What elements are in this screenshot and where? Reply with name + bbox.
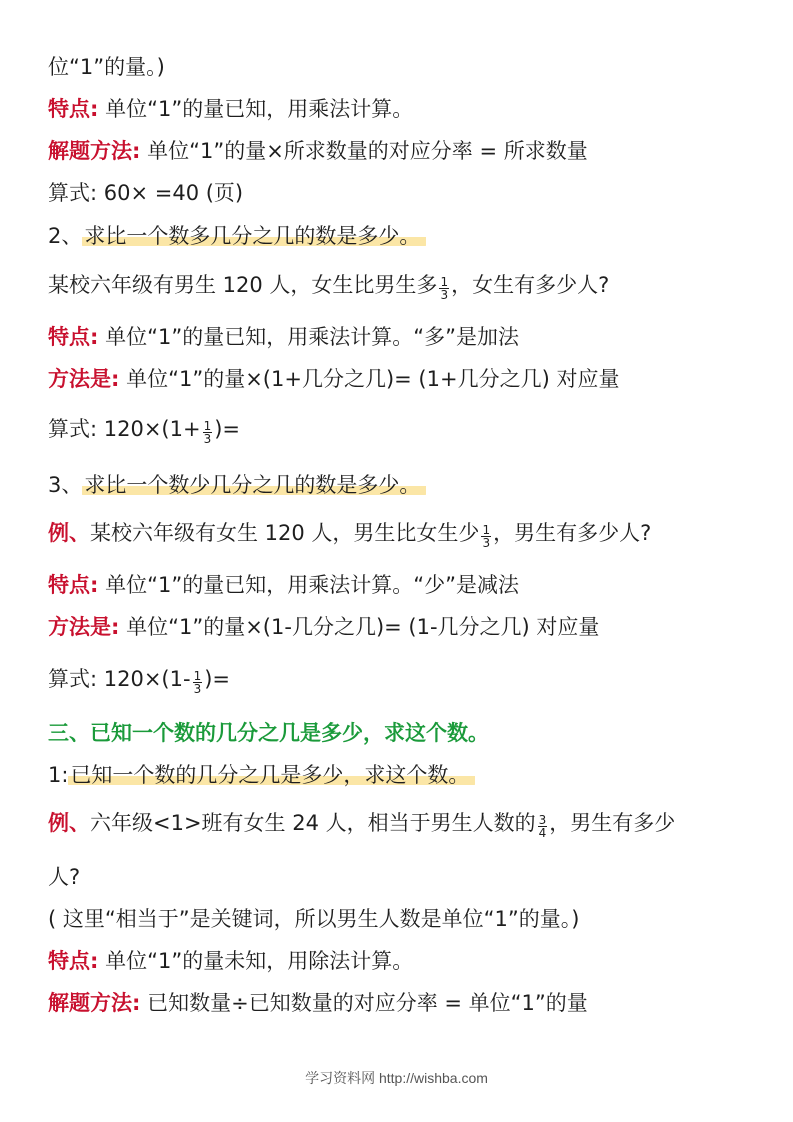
- section-title: 已知一个数的几分之几是多少，求这个数。: [68, 763, 475, 787]
- formula-line: [48, 178, 243, 208]
- feature-text: 单位“1”的量已知，用乘法计算。“多”是加法: [105, 325, 519, 349]
- method-text: 单位“1”的量×(1+几分之几)= (1+几分之几) 对应量: [126, 367, 620, 391]
- footer-watermark: 学习资料网 http://wishba.com: [305, 1070, 488, 1086]
- fraction: [439, 276, 449, 301]
- fraction: [203, 420, 213, 445]
- method-line: [48, 988, 588, 1018]
- feature-label: 特点:: [48, 325, 99, 349]
- feature-text: 单位“1”的量未知，用除法计算。: [105, 949, 414, 973]
- feature-label: 特点:: [48, 97, 99, 121]
- formula-line: [48, 414, 240, 444]
- method-text: 已知数量÷已知数量的对应分率 = 单位“1”的量: [147, 991, 588, 1015]
- note-text: ( 这里“相当于”是关键词，所以男生人数是单位“1”的量。): [48, 907, 580, 931]
- feature-line: [48, 322, 519, 352]
- fraction: [193, 670, 203, 695]
- section-title: 求比一个数多几分之几的数是多少。: [82, 224, 426, 248]
- formula-text: 算式: 60× =40 (页): [48, 181, 244, 205]
- fraction-denominator: 3: [193, 681, 202, 696]
- example-text-end: ，男生有多少: [549, 811, 676, 835]
- fraction-numerator: 1: [203, 418, 212, 433]
- section-number: 3、: [48, 473, 83, 497]
- example-label: 例、: [48, 811, 90, 835]
- example-label: 例、: [48, 521, 90, 545]
- feature-text: 单位“1”的量已知，用乘法计算。“少”是减法: [105, 573, 519, 597]
- method-text: 单位“1”的量×所求数量的对应分率 = 所求数量: [147, 139, 588, 163]
- section-number: 1:: [48, 763, 69, 787]
- fraction-denominator: 3: [440, 287, 449, 302]
- continuation-text: 位“1”的量。): [48, 55, 165, 79]
- example-text: 六年级<1>班有女生 24 人，相当于男生人数的: [90, 811, 536, 835]
- method-label: 解题方法:: [48, 139, 141, 163]
- method-line: [48, 136, 588, 166]
- fraction-denominator: 3: [482, 535, 491, 550]
- fraction-numerator: 1: [440, 274, 449, 289]
- feature-label: 特点:: [48, 949, 99, 973]
- section-title: 求比一个数少几分之几的数是多少。: [82, 473, 426, 497]
- section-heading-2: [48, 221, 426, 251]
- method-label: 方法是:: [48, 615, 120, 639]
- feature-text: 单位“1”的量已知，用乘法计算。: [105, 97, 414, 121]
- text-line: [48, 52, 165, 82]
- method-label: 方法是:: [48, 367, 120, 391]
- feature-line: [48, 94, 413, 124]
- fraction: [538, 814, 548, 839]
- formula-text: 算式: 120×(1+: [48, 417, 201, 441]
- chapter-heading: [48, 718, 489, 748]
- example-line: [48, 518, 651, 548]
- method-line: [48, 612, 599, 642]
- example-text: 某校六年级有女生 120 人，男生比女生少: [90, 521, 480, 545]
- formula-text: 算式: 120×(1-: [48, 667, 191, 691]
- example-text: 某校六年级有男生 120 人，女生比男生多: [48, 273, 438, 297]
- fraction: [481, 524, 491, 549]
- fraction-numerator: 1: [193, 668, 202, 683]
- example-text-end: ，女生有多少人?: [451, 273, 610, 297]
- fraction-denominator: 3: [203, 431, 212, 446]
- section-heading-1: [48, 760, 475, 790]
- formula-line: [48, 664, 230, 694]
- text-line: [48, 862, 80, 892]
- method-text: 单位“1”的量×(1-几分之几)= (1-几分之几) 对应量: [126, 615, 600, 639]
- section-heading-3: [48, 470, 426, 500]
- example-continuation: 人?: [48, 865, 81, 889]
- example-line: [48, 270, 609, 300]
- example-line: [48, 808, 675, 838]
- feature-label: 特点:: [48, 573, 99, 597]
- feature-line: [48, 570, 519, 600]
- formula-text-end: )=: [204, 667, 230, 691]
- section-number: 2、: [48, 224, 83, 248]
- fraction-denominator: 4: [538, 825, 547, 840]
- fraction-numerator: 3: [538, 812, 547, 827]
- chapter-title: 三、已知一个数的几分之几是多少，求这个数。: [48, 721, 489, 745]
- method-label: 解题方法:: [48, 991, 141, 1015]
- fraction-numerator: 1: [482, 522, 491, 537]
- method-line: [48, 364, 619, 394]
- formula-text-end: )=: [214, 417, 241, 441]
- feature-line: [48, 946, 413, 976]
- example-text-end: ，男生有多少人?: [493, 521, 652, 545]
- note-line: [48, 904, 579, 934]
